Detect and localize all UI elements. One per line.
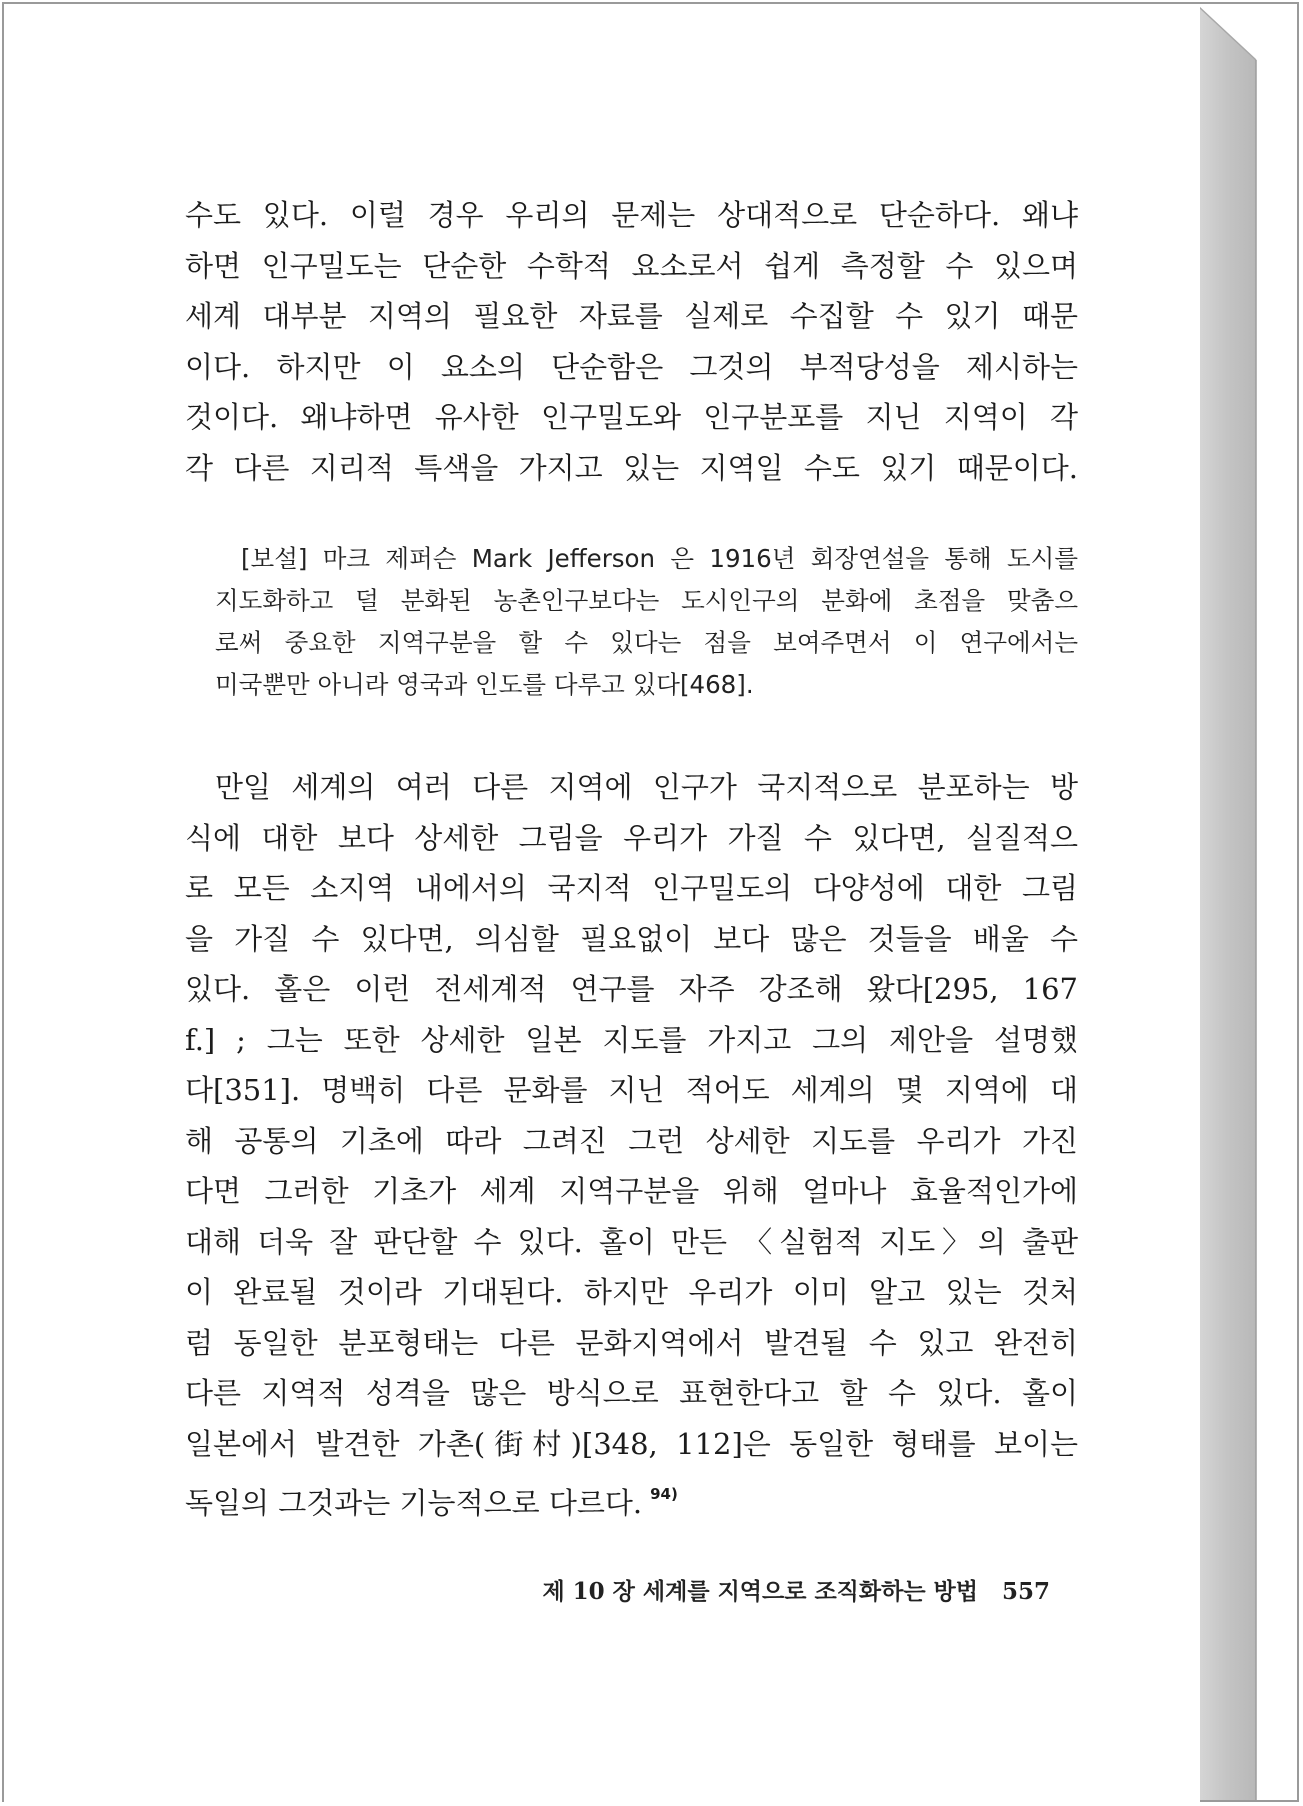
text-line: 로 모든 소지역 내에서의 국지적 인구밀도의 다양성에 대한 그림 bbox=[185, 871, 1078, 905]
text-line: 이 완료될 것이라 기대된다. 하지만 우리가 이미 알고 있는 것처 bbox=[185, 1275, 1078, 1309]
text-line: 이다. 하지만 이 요소의 단순함은 그것의 부적당성을 제시하는 bbox=[185, 349, 1078, 384]
text-line: f.] ; 그는 또한 상세한 일본 지도를 가지고 그의 제안을 설명했 bbox=[185, 1022, 1078, 1057]
text-line: 대해 더욱 잘 판단할 수 있다. 홀이 만든 〈실험적 지도〉의 출판 bbox=[185, 1224, 1078, 1259]
note-line: 지도화하고 덜 분화된 농촌인구보다는 도시인구의 분화에 초점을 맞춤으 bbox=[215, 586, 1078, 615]
text-line: 다면 그러한 기초가 세계 지역구분을 위해 얼마나 효율적인가에 bbox=[185, 1174, 1078, 1208]
note-line: 로써 중요한 지역구분을 할 수 있다는 점을 보여주면서 이 연구에서는 bbox=[215, 628, 1078, 657]
supplementary-note bbox=[215, 538, 1078, 706]
text-line: 을 가질 수 있다면, 의심할 필요없이 보다 많은 것들을 배울 수 bbox=[185, 921, 1078, 956]
text-line: 독일의 그것과는 기능적으로 다르다. bbox=[185, 1486, 643, 1520]
note-line: 미국뿐만 아니라 영국과 인도를 다루고 있다[468]. bbox=[215, 670, 754, 699]
running-footer bbox=[480, 1573, 1050, 1606]
text-line: 하면 인구밀도는 단순한 수학적 요소로서 쉽게 측정할 수 있으며 bbox=[185, 248, 1078, 283]
text-line: 수도 있다. 이럴 경우 우리의 문제는 상대적으로 단순하다. 왜냐 bbox=[185, 198, 1078, 232]
paragraph-2 bbox=[185, 762, 1078, 1529]
text-line: 다[351]. 명백히 다른 문화를 지닌 적어도 세계의 몇 지역에 대 bbox=[185, 1073, 1078, 1107]
text-line: 식에 대한 보다 상세한 그림을 우리가 가질 수 있다면, 실질적으 bbox=[185, 820, 1078, 855]
text-line-last bbox=[185, 1469, 1078, 1529]
text-line: 있다. 홀은 이런 전세계적 연구를 자주 강조해 왔다[295, 167 bbox=[185, 972, 1078, 1006]
paragraph-1 bbox=[185, 190, 1078, 493]
text-line: 다른 지역적 성격을 많은 방식으로 표현한다고 할 수 있다. 홀이 bbox=[185, 1376, 1078, 1410]
text-line: 일본에서 발견한 가촌(街村)[348, 112]은 동일한 형태를 보이는 bbox=[185, 1426, 1078, 1461]
text-line: 럼 동일한 분포형태는 다른 문화지역에서 발견될 수 있고 완전히 bbox=[185, 1325, 1078, 1360]
running-head: 제 10 장 세계를 지역으로 조직화하는 방법 bbox=[542, 1578, 978, 1605]
text-line: 것이다. 왜냐하면 유사한 인구밀도와 인구분포를 지닌 지역이 각 bbox=[185, 400, 1078, 434]
text-line: 각 다른 지리적 특색을 가지고 있는 지역일 수도 있기 때문이다. bbox=[185, 450, 1078, 485]
text-line: 해 공통의 기초에 따라 그려진 그런 상세한 지도를 우리가 가진 bbox=[185, 1123, 1078, 1158]
text-line: 만일 세계의 여러 다른 지역에 인구가 국지적으로 분포하는 방 bbox=[215, 770, 1078, 804]
page-number: 557 bbox=[1001, 1578, 1050, 1605]
note-line: [보설] 마크 제퍼슨 Mark Jefferson 은 1916년 회장연설을 통해 도시를 bbox=[241, 544, 1078, 573]
footnote-marker: 94) bbox=[650, 1485, 678, 1503]
text-line: 세계 대부분 지역의 필요한 자료를 실제로 수집할 수 있기 때문 bbox=[185, 299, 1078, 333]
